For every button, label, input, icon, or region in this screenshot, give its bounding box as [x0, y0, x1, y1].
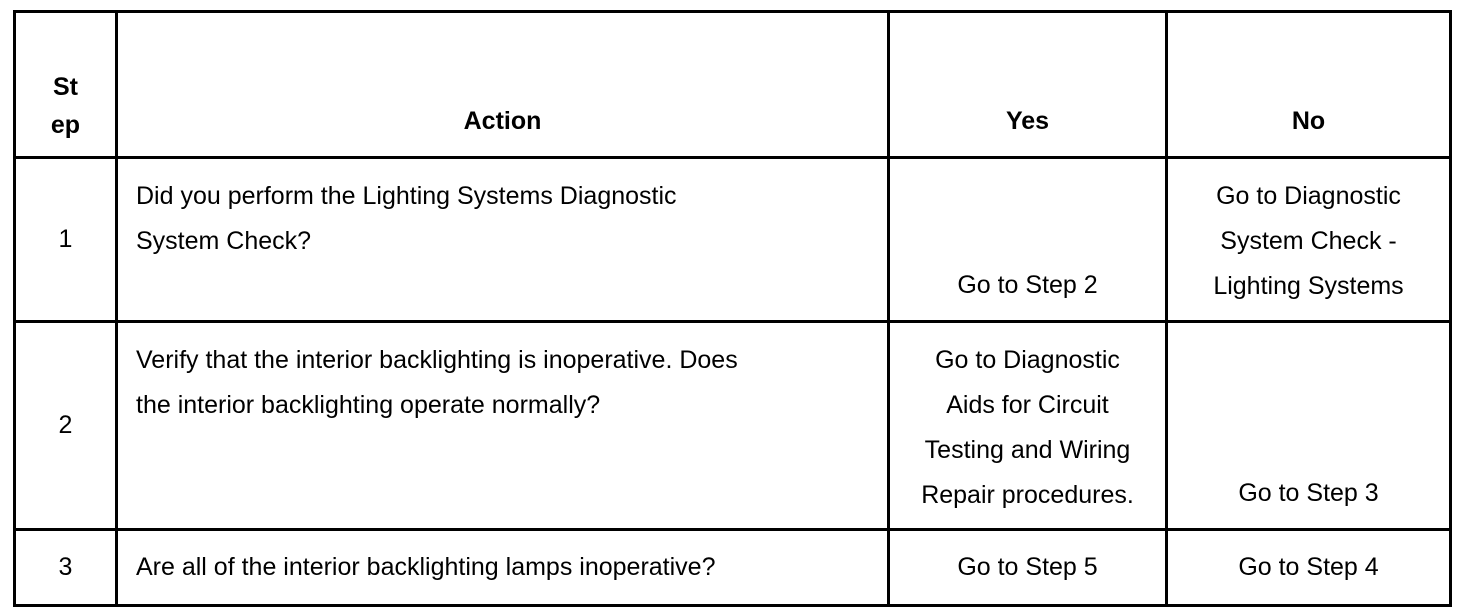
step-number-cell: 3 — [15, 530, 117, 606]
no-cell: Go to Diagnostic System Check - Lighting Systems — [1167, 158, 1451, 322]
table-row — [15, 158, 1451, 322]
action-cell: Are all of the interior backlighting lamps inoperative? — [117, 530, 889, 606]
table-header-row — [15, 12, 1451, 158]
table-row — [15, 322, 1451, 530]
step-number-cell: 2 — [15, 322, 117, 530]
header-action: Action — [117, 12, 889, 158]
header-yes: Yes — [889, 12, 1167, 158]
step-number-cell: 1 — [15, 158, 117, 322]
no-cell: Go to Step 3 — [1167, 322, 1451, 530]
yes-cell: Go to Step 5 — [889, 530, 1167, 606]
yes-cell: Go to Step 2 — [889, 158, 1167, 322]
header-no: No — [1167, 12, 1451, 158]
no-cell: Go to Step 4 — [1167, 530, 1451, 606]
header-step: St ep — [15, 12, 117, 158]
yes-cell: Go to Diagnostic Aids for Circuit Testing and Wiring Repair procedures. — [889, 322, 1167, 530]
action-cell: Verify that the interior backlighting is inoperative. Does the interior backlighting operate normally? — [117, 322, 889, 530]
action-cell: Did you perform the Lighting Systems Diagnostic System Check? — [117, 158, 889, 322]
table-row — [15, 530, 1451, 606]
diagnostic-table — [13, 10, 1452, 607]
